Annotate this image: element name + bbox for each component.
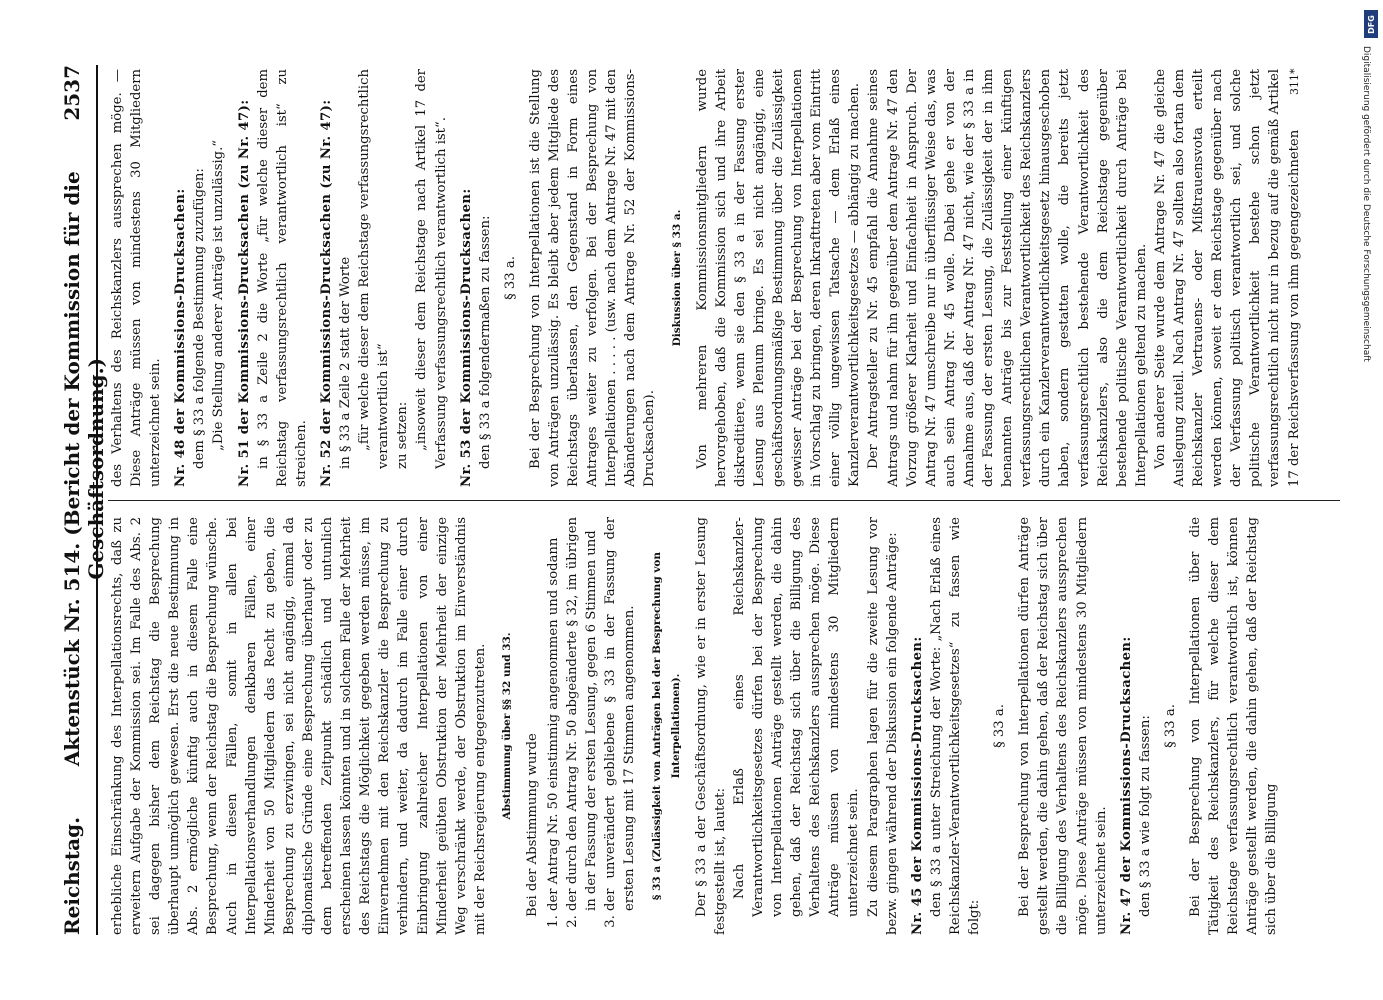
drucksache-heading: Nr. 47 der Kommissions-Drucksachen: [1118, 636, 1134, 935]
drucksache-heading: Nr. 52 der Kommissions-Drucksachen (zu Nr. 47): [318, 99, 334, 487]
left-column [108, 517, 1340, 935]
paragraph: Von anderer Seite wurde dem Antrage Nr. 47 die gleiche Auslegung zuteil. Nach Antrag Nr. 47 sollten also fortan dem Reichskanzler Vertrauens- oder Mißtrauensvota erteilt werden können, soweit er dem Reichstage gegenüber nach der Verfassung politisch verantwortlich sei, und solche politische Verantwortlichkeit bestehe schon jetzt verfassungsrechtlich nicht nur in bezug auf die gemäß Artikel 17 der Reichsverfassung von ihm gegengezeichneten [1152, 69, 1302, 487]
paragraph: den § 33 a wie folgt zu fassen: [1137, 715, 1153, 917]
subheading: Diskussion über § 33 a. [670, 209, 683, 347]
paragraph: den § 33 a folgendermaßen zu fassen: [477, 215, 493, 469]
section-mark: § 33 a. [1162, 704, 1178, 748]
running-head [60, 65, 108, 935]
dfg-logo-icon: DFG [1364, 10, 1378, 38]
paragraph: Bei der Besprechung von Interpellationen dürfen Anträge gestellt werden, die dahin gehen, daß der Reichstag sich über die Billigung des Verhaltens des Reichskanzlers aussprechen möge. Diese Anträge müssen von mindestens 30 Mitgliedern unterzeichnet sein. [1017, 517, 1109, 935]
section-mark: § 33 a. [502, 256, 518, 300]
digitization-credit: Digitalisierung gefördert durch die Deutsche Forschungsgemeinschaft [1361, 46, 1371, 362]
header-left: Reichstag. [60, 816, 84, 935]
page-number: 2537 [60, 65, 84, 121]
paragraph: des Verhaltens des Reichskanzlers aussprechen möge. — Diese Anträge müssen von mindestens 30 Mitgliedern unterzeichnet sein. [110, 69, 164, 487]
printed-page [60, 65, 1350, 935]
column-divider [108, 500, 1340, 501]
subheading: § 33 a (Zulässigkeit von Anträgen bei der Besprechung von Interpellationen). [650, 551, 682, 901]
list-item: 3. der unverändert gebliebene § 33 in der Fassung der ersten Lesung mit 17 Stimmen angenommen. [601, 517, 639, 911]
list-item: 1. der Antrag Nr. 50 einstimmig angenommen und sodann [544, 517, 563, 911]
paragraph: Zu diesem Paragraphen lagen für die zweite Lesung vor bezw. gingen während der Diskussion ein folgende Anträge: [865, 517, 900, 935]
quoted-paragraph: Nach Erlaß eines Reichskanzler-Verantwortlichkeitsgesetzes dürfen bei der Besprechung von Interpellationen Anträge gestellt werden, die dahin gehen, daß der Reichstag sich über die Billigung des Verhaltens des Reichskanzlers aussprechen möge. Diese Anträge müssen von mindestens 30 Mitgliedern unterzeichnet sein. [731, 517, 862, 917]
drucksache-heading: Nr. 45 der Kommissions-Drucksachen: [909, 636, 925, 935]
paragraph: dem § 33 a folgende Bestimmung zuzufügen: [192, 168, 208, 469]
paragraph: Bei der Besprechung von Interpellationen über die Tätigkeit des Reichskanzlers, für welche dieser dem Reichstage verfassungsrechtlich verantwortlich ist, können Anträge gestellt werden, die dahin gehen, daß der Reichstag sich über die Billigung [1187, 517, 1280, 935]
signature-mark: 311* [1288, 68, 1301, 95]
drucksache-heading: Nr. 51 der Kommissions-Drucksachen (zu Nr. 47): [236, 99, 252, 487]
quoted-paragraph: „für welche dieser dem Reichstage verfassungsrechtlich verantwortlich ist“ [357, 69, 392, 469]
subheading: Abstimmung über §§ 32 und 33. [500, 632, 513, 820]
paragraph: den § 33 a unter Streichung der Worte: „Nach Erlaß eines Reichskanzler-Verantwortlichkeitsgesetzes“ zu fassen wie folgt: [928, 517, 983, 935]
vote-list [544, 517, 639, 935]
paragraph: in § 33 a Zeile 2 die Worte „für welche dieser dem Reichstag verfassungsrechtlich verantwortlich ist“ zu streichen. [255, 69, 309, 487]
paragraph: Der § 33 a der Geschäftsordnung, wie er in erster Lesung festgestellt ist, lautet: [693, 517, 728, 935]
drucksache-heading: Nr. 53 der Kommissions-Drucksachen: [458, 188, 474, 487]
paragraph: Von mehreren Kommissionsmitgliedern wurde hervorgehoben, daß die Kommission sich und ihre Arbeit diskreditiere, wenn sie den § 33 a in der Fassung erster Lesung aus Plenum bringe. Es sei nicht angängig, eine geschäftsordnungsmäßige Bestimmung über die Zulässigkeit gewisser Anträge bei der Besprechung von Interpellationen in Vorschlag zu bringen, deren Inkrafttreten aber vom Eintritt einer völlig ungewissen Tatsache — dem Erlaß eines Kanzlerverantwortlichkeitsgesetzes — abhängig zu machen. [694, 69, 863, 487]
header-title: Aktenstück Nr. 514. (Bericht der Kommission für die Geschäftsordnung.) [60, 171, 108, 767]
paragraph: in § 33 a Zeile 2 statt der Worte [338, 256, 354, 469]
quoted-paragraph: „insoweit dieser dem Reichstage nach Artikel 17 der Verfassung verfassungsrechtlich verantwortlich ist“. [414, 69, 449, 469]
paragraph: zu setzen: [395, 401, 411, 469]
paragraph: erhebliche Einschränkung des Interpellationsrechts, daß zu erweitern Aufgabe der Kommission sei. Im Falle des Abs. 2 sei dagegen bisher dem Reichstag die Besprechung überhaupt unmöglich gewesen. Erst die neue Bestimmung in Abs. 2 ermögliche künftig auch in diesem Falle eine Besprechung, wenn der Reichstag die Besprechung wünsche. Auch in diesen Fällen, somit in allen bei Interpellationsverhandlungen denkbaren Fällen, einer Minderheit von 50 Mitgliedern das Recht zu geben, die Besprechung zu erzwingen, sei nicht angängig, einmal da diplomatische Gründe eine Besprechung überhaupt oder zu dem betreffenden Zeitpunkt schädlich und untunlich erscheinen lassen könnten und in solchem Falle der Mehrheit des Reichstags die Möglichkeit gegeben werden müsse, im Einvernehmen mit den Reichskanzler die Besprechung zu verhindern, und weiter, da dadurch im Falle einer durch Einbringung zahlreicher Interpellationen von einer Minderheit geübten Obstruktion der Mehrheit der einzige Weg verschränkt werde, der Obstruktion im Einverständnis mit der Reichsregierung entgegenzutreten. [110, 517, 488, 935]
drucksache-heading: Nr. 48 der Kommissions-Drucksachen: [173, 188, 189, 487]
quoted-paragraph: „Die Stellung anderer Anträge ist unzulässig.“ [211, 139, 227, 451]
section-mark: § 33 a. [992, 704, 1008, 748]
list-item: 2. der durch den Antrag Nr. 50 abgeänderte § 32, im übrigen in der Fassung der ersten Lesung, gegen 6 Stimmen und [563, 517, 601, 911]
paragraph: Bei der Abstimmung wurde [524, 733, 540, 917]
right-column [108, 69, 1340, 487]
paragraph: Der Antragsteller zu Nr. 45 empfahl die Annahme seines Antrags und nahm für ihn gegenüber dem Antrage Nr. 47 den Vorzug größerer Klarheit und Einfachheit in Anspruch. Der Antrag Nr. 47 umschreibe nur in überflüssiger Weise das, was auch sein Antrag Nr. 45 wolle. Dabei gehe er von der Annahme aus, daß der Antrag Nr. 47 nicht, wie der § 33 a in der Fassung der ersten Lesung, die Zulässigkeit der in ihm benannten Anträge bis zur Feststellung einer künftigen verfassungsrechtlichen Verantwortlichkeit des Reichskanzlers durch ein Kanzlerverantwortlichkeitsgesetz hinausgeschoben haben, sondern gestatten wolle, die bereits jetzt verfassungsrechtlich bestehende Verantwortlichkeit des Reichskanzlers, also die dem Reichstage gegenüber bestehende politische Verantwortlichkeit durch Anträge bei Interpellationen geltend zu machen. [866, 69, 1149, 487]
paragraph: Bei der Besprechung von Interpellationen ist die Stellung von Anträgen unzulässig. Es bleibt aber jedem Mitgliede des Reichstags überlassen, den Gegenstand in Form eines Antrages weiter zu verfolgen. Bei der Besprechung von Interpellationen . . . . . (usw. nach dem Antrage Nr. 47 mit den Abänderungen nach dem Antrage Nr. 52 der Kommissions-Drucksachen). [527, 69, 658, 487]
